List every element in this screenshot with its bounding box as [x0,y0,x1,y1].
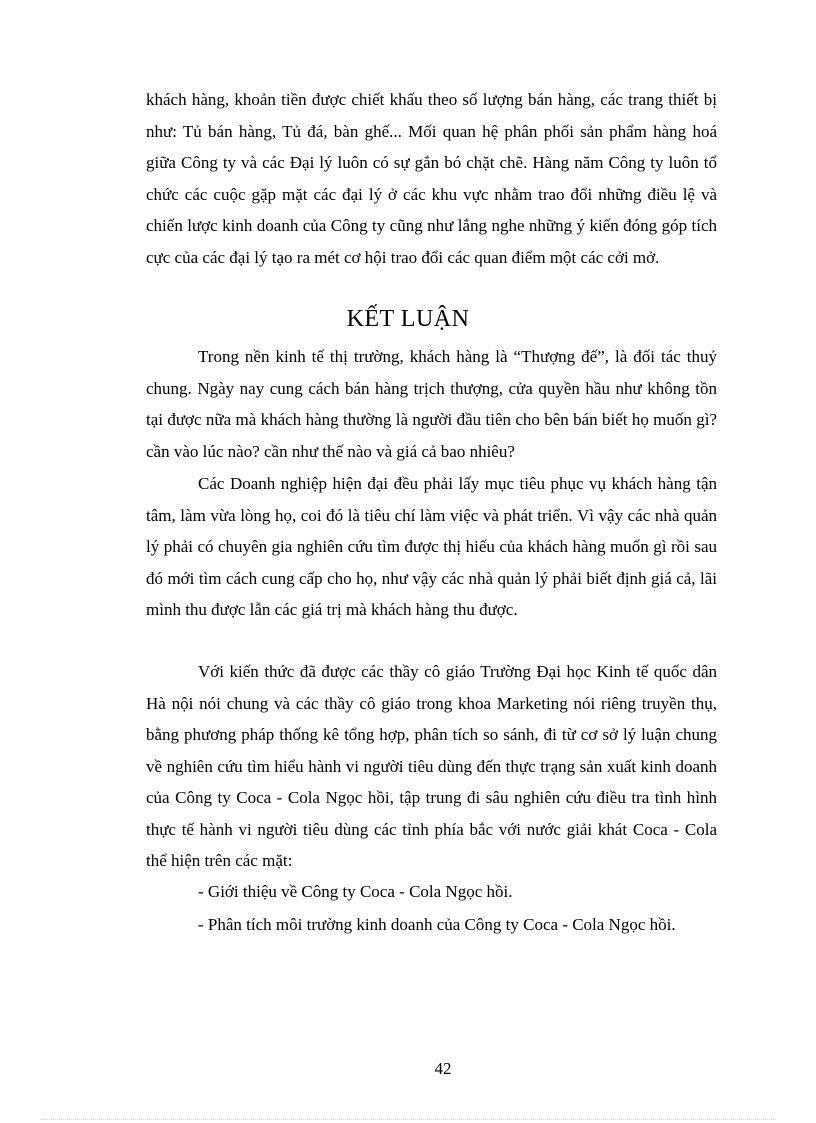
page-number: 42 [434,1059,452,1078]
section-heading: KẾT LUẬN [346,306,470,332]
bullet-item-1: - Giới thiệu về Công ty Coca - Cola Ngọc hồi. [198,882,513,901]
body-paragraph-2: Các Doanh nghiệp hiện đại đều phải lấy mục tiêu phục vụ khách hàng tận tâm, làm vừa lòng họ, coi đó là tiêu chí làm việc và phát triển. Vì vậy các nhà quản lý phải có chuyên gia nghiên cứu tìm được thị hiếu của khách hàng muốn gì rồi sau đó mới tìm cách cung cấp cho họ, như vậy các nhà quản lý phải biết định giá cả, lãi mình thu được lẫn các giá trị mà khách hàng thu được. [146,474,717,619]
body-paragraph-3: Với kiến thức đã được các thầy cô giáo Trường Đại học Kinh tế quốc dân Hà nội nói chung và các thầy cô giáo trong khoa Marketing nói riêng truyền thụ, bằng phương pháp thống kê tổng hợp, phân tích so sánh, đi từ cơ sở lý luận chung về nghiên cứu tìm hiểu hành vi người tiêu dùng đến thực trạng sản xuất kinh doanh của Công ty Coca - Cola Ngọc hồi, tập trung đi sâu nghiên cứu điều tra tình hình thực tế hành vi người tiêu dùng các tỉnh phía bắc với nước giải khát Coca - Cola thể hiện trên các mặt: [146,662,717,870]
body-paragraph-1: Trong nền kinh tế thị trường, khách hàng là “Thượng đế”, là đối tác thuỷ chung. Ngày nay cung cách bán hàng trịch thượng, cửa quyền hầu như không tồn tại được nữa mà khách hàng thường là người đầu tiên cho bên bán biết họ muốn gì? cần vào lúc nào? cần như thế nào và giá cả bao nhiêu? [146,347,717,461]
page-bottom-divider [40,1119,776,1120]
bullet-item-2: - Phân tích môi trường kinh doanh của Công ty Coca - Cola Ngọc hồi. [198,915,676,934]
body-paragraph-continuation: khách hàng, khoản tiền được chiết khấu theo số lượng bán hàng, các trang thiết bị như: Tủ bán hàng, Tủ đá, bàn ghế... Mối quan hệ phân phối sản phẩm hàng hoá giữa Công ty và các Đại lý luôn có sự gắn bó chặt chẽ. Hàng năm Công ty luôn tổ chức các cuộc gặp mặt các đại lý ở các khu vực nhằm trao đổi những điều lệ và chiến lược kinh doanh của Công ty cũng như lắng nghe những ý kiến đóng góp tích cực của các đại lý tạo ra mét cơ hội trao đổi các quan điểm một các cởi mở. [146,90,717,267]
